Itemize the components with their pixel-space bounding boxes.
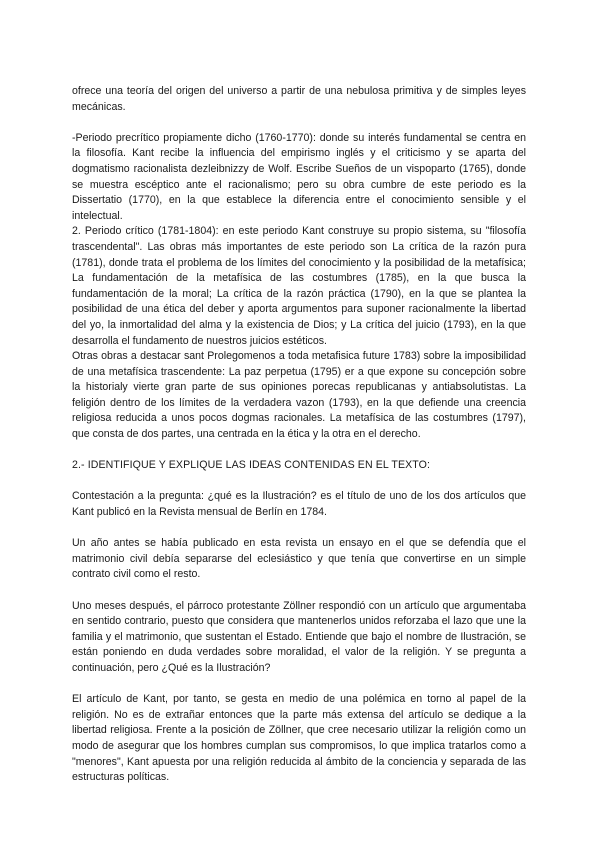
paragraph-periodo-critico: 2. Periodo crítico (1781-1804): en este periodo Kant construye su propio sistema, su "filosofía trascendental". Las obras más importantes de este periodo son La crítica de la razón pura (1781), donde trata el problema de los límites del conocimiento y la posibilidad de la metafísica; La fundamentación de la metafísica de las costumbres (1785), en la que busca la fundamentación de la moral; La crítica de la razón práctica (1790), en la que se plantea la posibilidad de una ética del deber y aporta argumentos para suponer racionalmente la libertad del yo, la inmortalidad del alma y la existencia de Dios; y La crítica del juicio (1793), en la que desarrolla el fundamento de nuestros juicios estéticos. bbox=[72, 225, 526, 347]
paragraph-spacer bbox=[72, 443, 526, 459]
paragraph-contestacion: Contestación a la pregunta: ¿qué es la Ilustración? es el título de uno de los dos artículos que Kant publicó en la Revista mensual de Berlín en 1784. bbox=[72, 490, 526, 519]
section-heading: 2.- IDENTIFIQUE Y EXPLIQUE LAS IDEAS CONTENIDAS EN EL TEXTO: bbox=[72, 459, 431, 472]
paragraph-articulo-kant: El artículo de Kant, por tanto, se gesta en medio de una polémica en torno al papel de la religión. No es de extrañar entonces que la parte más extensa del artículo se dedique a la libertad religiosa. Frente a la posición de Zöllner, que cree necesario utilizar la religión como un modo de asegurar que los hombres cumplan sus compromisos, lo que implica tratarlos como a "menores", Kant apuesta por una religión reducida al ámbito de la conciencia y separada de las estructuras políticas. bbox=[72, 693, 526, 784]
paragraph-spacer bbox=[72, 521, 526, 537]
paragraph-spacer bbox=[72, 583, 526, 599]
document-page bbox=[72, 84, 526, 786]
paragraph-spacer bbox=[72, 474, 526, 490]
paragraph-zollner: Uno meses después, el párroco protestante Zöllner respondió con un artículo que argumentaba en sentido contrario, puesto que considera que mantenerlos unidos reforzaba el lazo que une la familia y el matrimonio, que sustentan el Estado. Entiende que bajo el nombre de Ilustración, se están poniendo en duda verdades sobre moralidad, el valor de la religión. Y se pregunta a continuación, pero ¿Qué es la Ilustración? bbox=[72, 599, 526, 674]
paragraph-spacer bbox=[72, 677, 526, 693]
paragraph-nebulosa: ofrece una teoría del origen del universo a partir de una nebulosa primitiva y de simples leyes mecánicas. bbox=[72, 85, 526, 113]
paragraph-un-ano-antes: Un año antes se había publicado en esta revista un ensayo en el que se defendía que el matrimonio civil debía separarse del eclesiástico y que tenía que convertirse en un simple contrato civil como el resto. bbox=[72, 537, 526, 581]
paragraph-otras-obras: Otras obras a destacar sant Prolegomenos a toda metafisica future 1783) sobre la imposibilidad de una metafísica trascendente: La paz perpetua (1795) er a que expone su concepción sobre la historialy vierte gran parte de sus opiniones porecas republicanas y antiabsolutistas. La feligión dentro de los límites de la verdadera vazon (1793), en la que defiende una creencia religiosa reducida a unos pocos dogmas racionales. La metafísica de las costumbres (1797), que consta de dos partes, una centrada en la ética y la otra en el derecho. bbox=[72, 350, 526, 441]
paragraph-periodo-precritico: -Periodo precrítico propiamente dicho (1760-1770): donde su interés fundamental se centra en la filosofía. Kant recibe la influencia del empirismo inglés y el criticismo y se aparta del dogmatismo racionalista dezleibnizzy de Wolf. Escribe Sueños de un vispoparto (1765), donde se muestra escéptico ante el racionalismo; pero su obra cumbre de este periodo es la Dissertatio (1770), en la que establece la diferencia entre el conocimiento sensible y el intelectual. bbox=[72, 131, 526, 222]
paragraph-spacer bbox=[72, 115, 526, 131]
